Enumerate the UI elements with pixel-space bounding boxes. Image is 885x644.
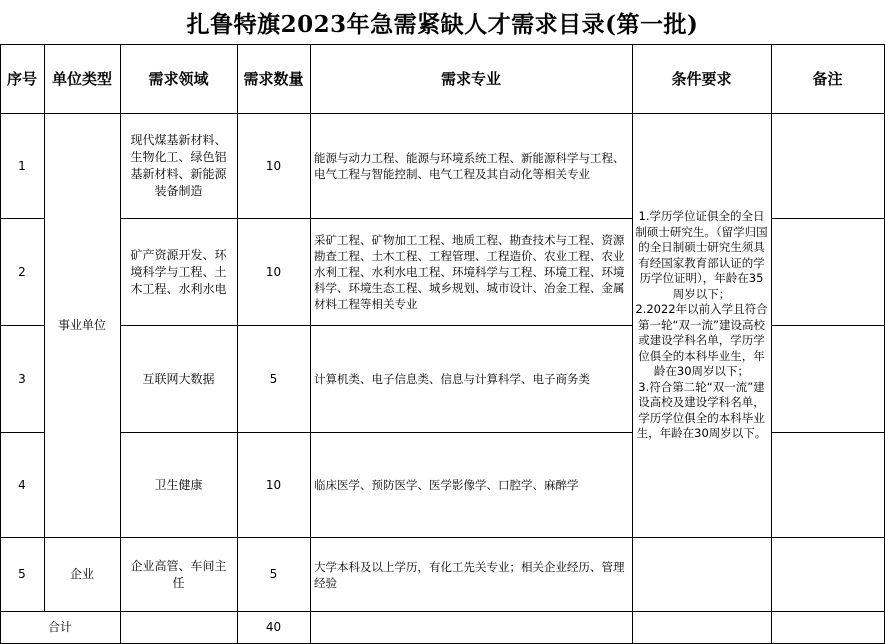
row5-quantity: 5 (269, 567, 278, 581)
row2-field: 矿产资源开发、环境科学与工程、土木工程、水利水电 (130, 247, 227, 296)
row3-seq: 3 (18, 371, 26, 386)
row1-seq: 1 (18, 158, 26, 173)
row5-seq: 5 (18, 567, 26, 581)
conditions-text: 1.学历学位证俱全的全日制硕士研究生。（留学归国的全日制硕士研究生须具有经国家教育部认证的学历学位证明），年龄在35周岁以下； 2.2022年以前入学且符合第一轮“双一流”建设高校或建设学科名单，学历学位俱全的本科毕业生，年龄在30周岁以下； 3.符合第二轮“双一流”建设高校及建设学科名单，学历学位俱全的本科毕业生，年龄在30周岁以下。 (635, 209, 768, 441)
row1-field: 现代煤基新材料、生物化工、绿色铝基新材料、新能源装备制造 (130, 133, 227, 198)
unit-type-public-institution: 事业单位 (57, 318, 106, 332)
row4-seq: 4 (18, 477, 26, 492)
row1-major: 能源与动力工程、能源与环境系统工程、新能源科学与工程、电气工程与智能控制、电气工程及其自动化等相关专业 (314, 151, 625, 181)
row1-quantity: 10 (265, 158, 282, 173)
row3-quantity: 5 (269, 371, 278, 386)
row5-major: 大学本科及以上学历，有化工先关专业；相关企业经历、管理经验 (314, 559, 625, 590)
row3-field: 互联网大数据 (142, 371, 215, 386)
header-conditions: 条件要求 (671, 69, 732, 88)
row5-unit-type: 企业 (69, 567, 94, 581)
total-quantity: 40 (265, 620, 282, 634)
row4-quantity: 10 (265, 477, 282, 492)
header-unit-type: 单位类型 (51, 69, 112, 88)
header-quantity: 需求数量 (243, 69, 304, 88)
row5-field: 企业高管、车间主任 (130, 558, 227, 590)
header-field: 需求领域 (148, 69, 209, 88)
header-seq: 序号 (6, 69, 37, 88)
row2-quantity: 10 (265, 264, 282, 279)
header-major: 需求专业 (440, 69, 501, 88)
row2-major: 采矿工程、矿物加工工程、地质工程、勘查技术与工程、资源勘查工程、土木工程、工程管理、工程造价、农业工程、农业水利工程、水利水电工程、环境科学与工程、环境工程、环境科学、环境生态工程、城乡规划、城市设计、冶金工程、金属材料工程等相关专业 (314, 233, 625, 311)
row4-major: 临床医学、预防医学、医学影像学、口腔学、麻醉学 (314, 478, 579, 492)
row4-field: 卫生健康 (154, 477, 203, 492)
table-title: 扎鲁特旗2023年急需紧缺人才需求目录(第一批) (186, 10, 699, 38)
row2-seq: 2 (18, 264, 26, 279)
row3-major: 计算机类、电子信息类、信息与计算科学、电子商务类 (314, 372, 590, 386)
total-label: 合计 (47, 620, 72, 634)
header-remarks: 备注 (812, 69, 843, 88)
